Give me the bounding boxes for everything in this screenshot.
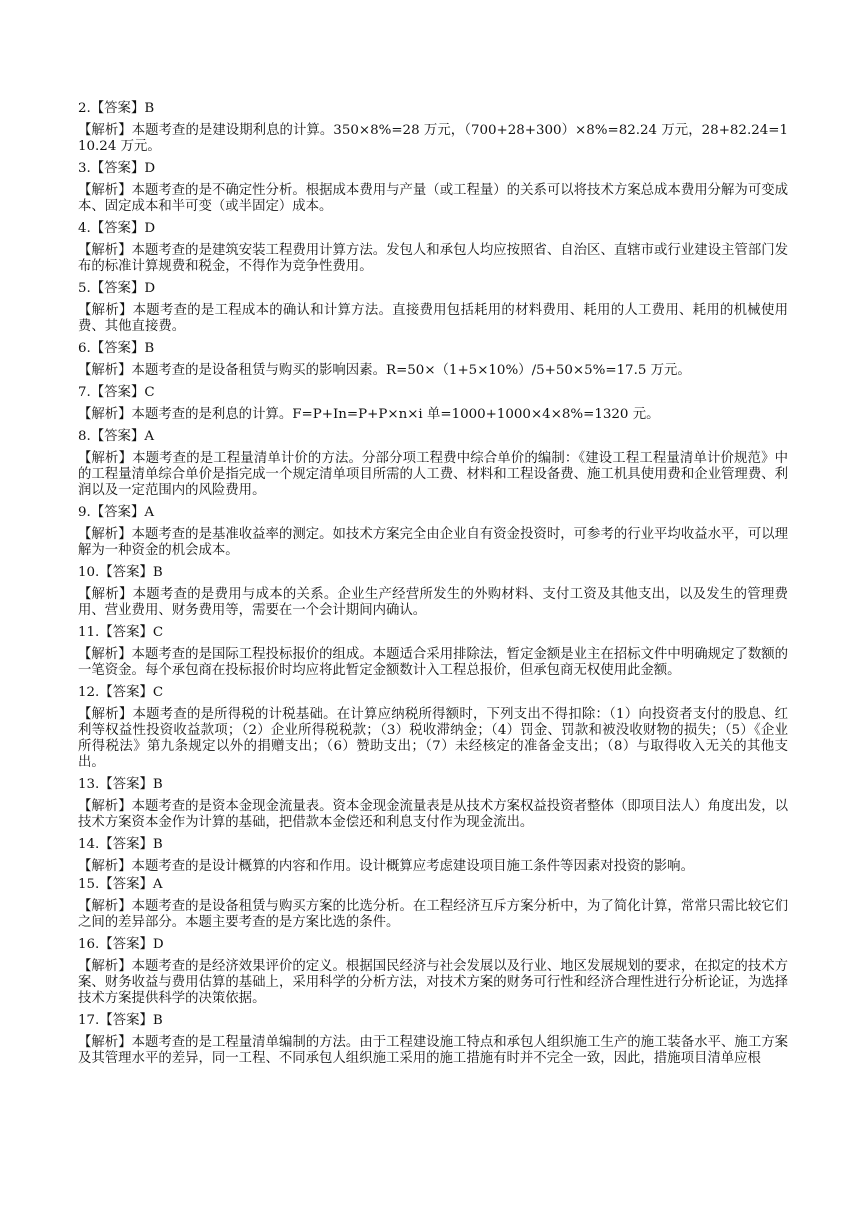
answer-item-9 [78,505,788,559]
answer-item-14 [78,837,788,875]
answer-item-7 [78,385,788,423]
answer-label: 3.【答案】D [78,161,156,176]
analysis-text: 【解析】本题考查的是设备租赁与购买的影响因素。R=50×（1+5×10%）/5+50×5%=17.5 万元。 [78,363,691,378]
answer-item-13 [78,777,788,831]
answer-label: 15.【答案】A [78,877,163,892]
answer-label: 5.【答案】D [78,281,156,296]
answer-item-11 [78,625,788,679]
analysis-text: 【解析】本题考查的是不确定性分析。根据成本费用与产量（或工程量）的关系可以将技术方案总成本费用分解为可变成本、固定成本和半可变（或半固定）成本。 [78,183,788,214]
analysis-text: 【解析】本题考查的是利息的计算。F=P+In=P+P×n×i 单=1000+1000×4×8%=1320 元。 [78,407,660,422]
answer-label: 7.【答案】C [78,385,155,400]
analysis-text: 【解析】本题考查的是工程成本的确认和计算方法。直接费用包括耗用的材料费用、耗用的人工费用、耗用的机械使用费、其他直接费。 [78,303,788,334]
answer-label: 9.【答案】A [78,505,155,520]
answer-label: 13.【答案】B [78,777,163,792]
answer-label: 8.【答案】A [78,429,155,444]
answer-label: 12.【答案】C [78,685,164,700]
answer-item-5 [78,281,788,335]
analysis-text: 【解析】本题考查的是建筑安装工程费用计算方法。发包人和承包人均应按照省、自治区、直辖市或行业建设主管部门发布的标准计算规费和税金，不得作为竞争性费用。 [78,243,788,274]
answer-item-8 [78,429,788,499]
answer-label: 6.【答案】B [78,341,155,356]
analysis-text: 【解析】本题考查的是国际工程投标报价的组成。本题适合采用排除法，暂定金额是业主在招标文件中明确规定了数额的一笔资金。每个承包商在投标报价时均应将此暂定金额数计入工程总报价，但承包商无权使用此金额。 [78,647,788,678]
answer-item-10 [78,565,788,619]
answer-item-6 [78,341,788,379]
answer-item-15 [78,877,788,931]
answer-item-12 [78,685,788,771]
answer-item-4 [78,221,788,275]
answer-label: 10.【答案】B [78,565,163,580]
answer-label: 11.【答案】C [78,625,164,640]
analysis-text: 【解析】本题考查的是所得税的计税基础。在计算应纳税所得额时，下列支出不得扣除：（1）向投资者支付的股息、红利等权益性投资收益款项；（2）企业所得税税款；（3）税收滞纳金；（4）罚金、罚款和被没收财物的损失；（5）《企业所得税法》第九条规定以外的捐赠支出；（6）赞助支出；（7）未经核定的准备金支出；（8）与取得收入无关的其他支出。 [78,707,788,770]
analysis-text: 【解析】本题考查的是基准收益率的测定。如技术方案完全由企业自有资金投资时，可参考的行业平均收益水平，可以理解为一种资金的机会成本。 [78,527,788,558]
answer-item-16 [78,937,788,1007]
analysis-text: 【解析】本题考查的是资本金现金流量表。资本金现金流量表是从技术方案权益投资者整体（即项目法人）角度出发，以技术方案资本金作为计算的基础，把借款本金偿还和利息支付作为现金流出。 [78,799,788,830]
answer-item-2 [78,101,788,155]
answer-label: 16.【答案】D [78,937,164,952]
analysis-text: 【解析】本题考查的是建设期利息的计算。350×8%=28 万元，（700+28+300）×8%=82.24 万元，28+82.24=110.24 万元。 [78,123,788,154]
analysis-text: 【解析】本题考查的是设备租赁与购买方案的比选分析。在工程经济互斥方案分析中，为了简化计算，常常只需比较它们之间的差异部分。本题主要考查的是方案比选的条件。 [78,899,788,930]
analysis-text: 【解析】本题考查的是工程量清单计价的方法。分部分项工程费中综合单价的编制：《建设工程工程量清单计价规范》中的工程量清单综合单价是指完成一个规定清单项目所需的人工费、材料和工程设备费、施工机具使用费和企业管理费、利润以及一定范围内的风险费用。 [78,451,788,498]
answer-label: 2.【答案】B [78,101,155,116]
analysis-text: 【解析】本题考查的是工程量清单编制的方法。由于工程建设施工特点和承包人组织施工生产的施工装备水平、施工方案及其管理水平的差异，同一工程、不同承包人组织施工采用的施工措施有时并不完全一致，因此，措施项目清单应根 [78,1035,788,1066]
answer-list [78,99,788,1073]
answer-label: 14.【答案】B [78,837,163,852]
answer-label: 17.【答案】B [78,1013,163,1028]
analysis-text: 【解析】本题考查的是经济效果评价的定义。根据国民经济与社会发展以及行业、地区发展规划的要求，在拟定的技术方案、财务收益与费用估算的基础上，采用科学的分析方法，对技术方案的财务可行性和经济合理性进行分析论证，为选择技术方案提供科学的决策依据。 [78,959,788,1006]
analysis-text: 【解析】本题考查的是费用与成本的关系。企业生产经营所发生的外购材料、支付工资及其他支出，以及发生的管理费用、营业费用、财务费用等，需要在一个会计期间内确认。 [78,587,788,618]
answer-item-17 [78,1013,788,1067]
answer-label: 4.【答案】D [78,221,156,236]
analysis-text: 【解析】本题考查的是设计概算的内容和作用。设计概算应考虑建设项目施工条件等因素对投资的影响。 [78,859,694,874]
answer-item-3 [78,161,788,215]
